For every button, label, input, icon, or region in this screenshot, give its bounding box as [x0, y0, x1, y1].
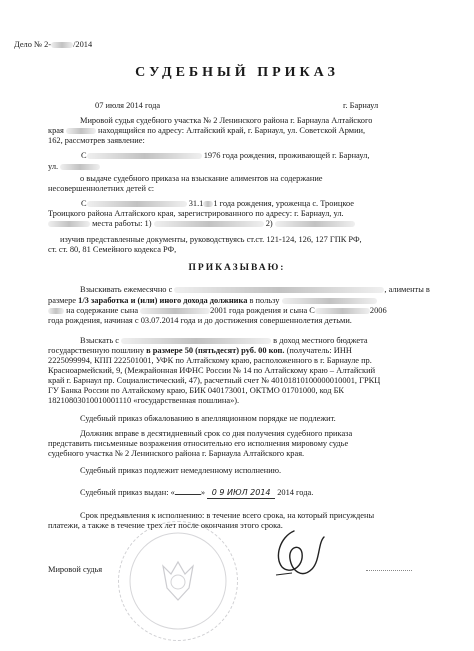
- applicant-line: С 1976 года рождения, проживающей г. Барнаул,: [81, 151, 370, 160]
- document-title: СУДЕБНЫЙ ПРИКАЗ: [135, 65, 339, 80]
- order-paragraph-2: Взыскать с в доход местного бюджета: [80, 336, 368, 345]
- objection-text: представить письменные возражения относительно его исполнения мировому судье: [48, 439, 349, 448]
- intro-text: Мировой судья судебного участка № 2 Ленинского района г. Барнаула Алтайского: [80, 116, 373, 125]
- request-text: несовершеннолетних детей с:: [48, 184, 155, 193]
- order-paragraph-2: ГУ Банка России по Алтайскому краю, БИК 040173001, ОКТМО 01701000, код БК: [48, 386, 344, 395]
- appeal-text: Судебный приказ обжалованию в апелляционном порядке не подлежит.: [80, 414, 336, 423]
- intro-text: края находящийся по адресу: Алтайский край, г. Барнаул, ул. Советской Армии,: [48, 126, 366, 135]
- issued-date-handwritten: 0 9 ИЮЛ 2014: [211, 488, 271, 497]
- order-paragraph-2: 18210803010010001110 «государственная пошлина»).: [48, 396, 240, 405]
- debtor-line: Троицкого района Алтайского края, зарегистрированного по адресу: г. Барнаул, ул.: [48, 209, 344, 218]
- order-paragraph-2: государственную пошлину в размере 50 (пятьдесят) руб. 00 коп. (получатель: ИНН: [48, 346, 352, 355]
- coat-of-arms-icon: [119, 522, 237, 640]
- term-text: Срок предъявления к исполнению: в течение всего срока, на который присуждены: [80, 511, 375, 520]
- objection-text: судебного участка № 2 Ленинского района г. Барнаула Алтайского края.: [48, 449, 305, 458]
- issued-line: Судебный приказ выдан: « » 0 9 ИЮЛ 2014 2014 года.: [80, 488, 314, 497]
- document-city: г. Барнаул: [343, 101, 379, 110]
- order-paragraph-2: край г. Барнаул пр. Социалистический, 47), расчетный счет № 40101810100000010001, ГРКЦ: [48, 376, 381, 385]
- order-paragraph-1: года рождения, начиная с 03.07.2014 года и до достижения совершеннолетия детьми.: [48, 316, 352, 325]
- order-paragraph-2: 2225099994, КПП 222501001, УФК по Алтайскому краю, расположенного в г. Барнауле пр.: [48, 356, 372, 365]
- objection-text: Должник вправе в десятидневный срок со дня получения судебного приказа: [80, 429, 353, 438]
- court-stamp: [118, 521, 238, 641]
- order-paragraph-1: размере 1/3 заработка и (или) иного дохода должника в пользу: [48, 296, 377, 306]
- signature-line: [366, 570, 412, 571]
- order-paragraph-1: Взыскивать ежемесячно с , алименты в: [80, 285, 430, 294]
- examined-text: изучив представленные документы, руководствуясь ст.ст. 121-124, 126, 127 ГПК РФ,: [60, 235, 362, 244]
- judge-signature: [268, 523, 332, 583]
- order-paragraph-1: на содержание сына 2001 года рождения и сына С 2006: [48, 306, 387, 316]
- orders-heading: ПРИКАЗЫВАЮ:: [188, 263, 286, 273]
- execution-text: Судебный приказ подлежит немедленному исполнению.: [80, 466, 282, 475]
- applicant-line: ул.: [48, 162, 100, 172]
- intro-text: 162, рассмотрев заявление:: [48, 136, 145, 145]
- examined-text: ст. ст. 80, 81 Семейного кодекса РФ,: [48, 245, 177, 254]
- debtor-line: С 31.1 1 года рождения, уроженца с. Троицкое: [81, 199, 355, 208]
- debtor-line: места работы: 1) 2): [48, 219, 355, 229]
- request-text: о выдаче судебного приказа на взыскание алиментов на содержание: [80, 174, 323, 183]
- judge-label: Мировой судья: [48, 565, 103, 574]
- document-date: 07 июля 2014 года: [95, 101, 161, 110]
- case-number: Дело № 2- /2014: [14, 40, 93, 49]
- term-text: платежи, а также в течение трех лет после окончания этого срока.: [48, 521, 283, 530]
- order-paragraph-2: Красноармейский, 9, (Межрайонная ИФНС России № 14 по Алтайскому краю – Алтайский: [48, 366, 376, 375]
